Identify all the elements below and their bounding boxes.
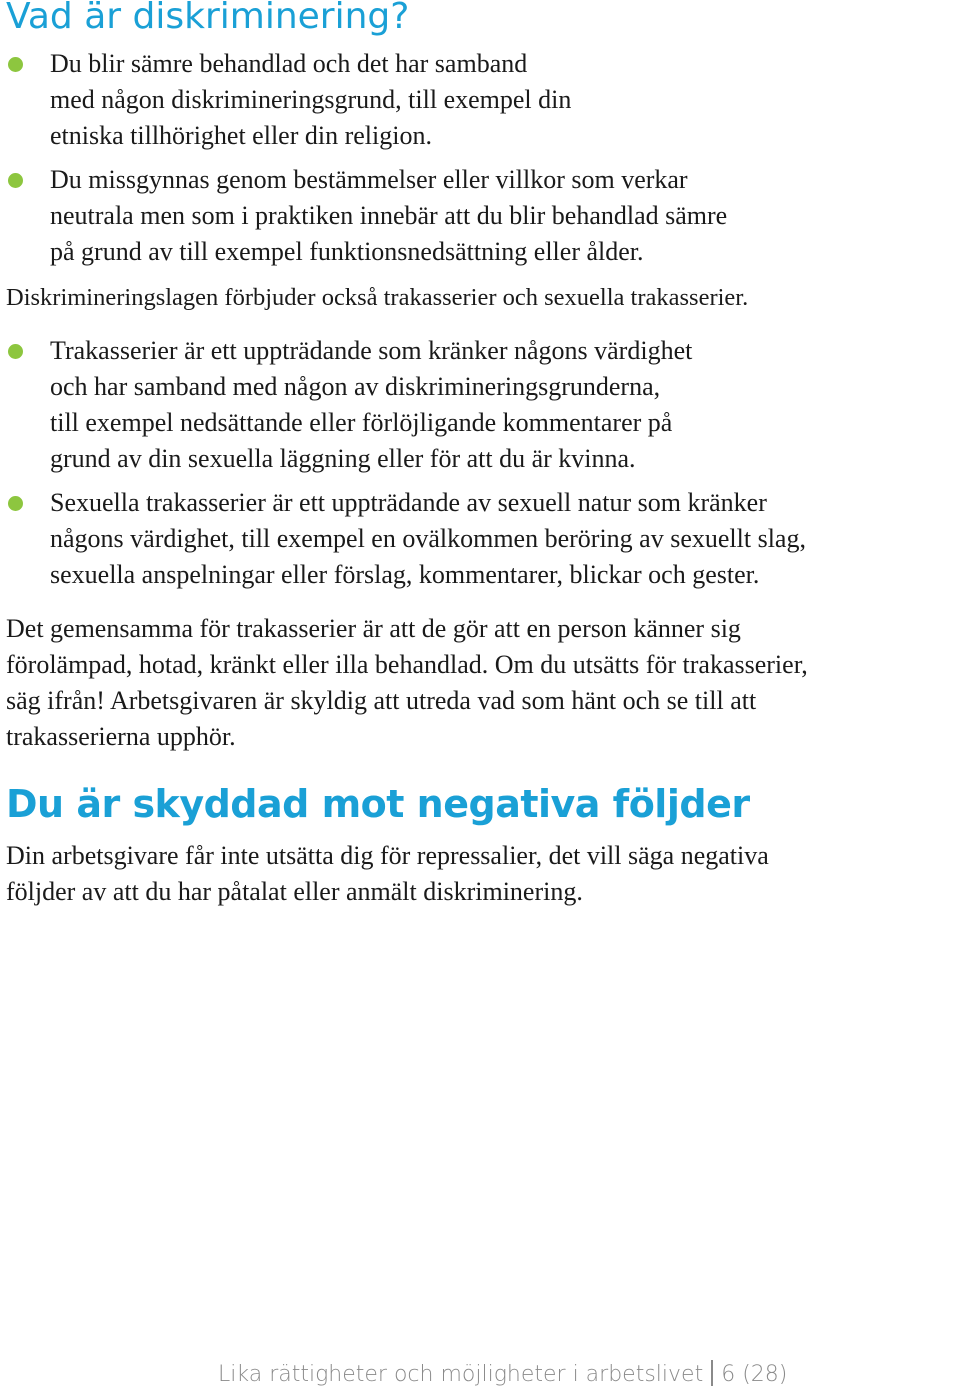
section-heading-discrimination: Vad är diskriminering? xyxy=(6,0,410,37)
list-item: Trakasserier är ett uppträdande som kränker någons värdighet och har samband med någon av diskrimineringsgrunderna, till exempel nedsättande eller förlöjligande kommentarer på grund av din sexuella läggning eller för att du är kvinna. xyxy=(0,333,806,477)
protection-paragraph: Din arbetsgivare får inte utsätta dig för repressalier, det vill säga negativa följder av att du har påtalat eller anmält diskriminering. xyxy=(6,841,769,906)
section-heading-protection: Du är skyddad mot negativa följder xyxy=(6,782,750,826)
definition-list xyxy=(0,46,727,270)
law-statement: Diskrimineringslagen förbjuder också trakasserier och sexuella trakasserier. xyxy=(6,284,749,311)
page-number: 6 (28) xyxy=(721,1362,788,1387)
list-item: Du missgynnas genom bestämmelser eller villkor som verkar neutrala men som i praktiken innebär att du blir behandlad sämre på grund av till exempel funktionsnedsättning eller ålder. xyxy=(0,162,727,270)
bullet-icon xyxy=(8,173,23,188)
harassment-list xyxy=(0,333,806,593)
bullet-icon xyxy=(8,57,23,72)
footer-title: Lika rättigheter och möjligheter i arbetslivet xyxy=(218,1362,704,1387)
page-footer xyxy=(218,1360,787,1387)
list-item: Sexuella trakasserier är ett uppträdande av sexuell natur som kränker någons värdighet, till exempel en ovälkommen beröring av sexuellt slag, sexuella anspelningar eller förslag, kommentarer, blickar och gester. xyxy=(0,485,806,593)
bullet-icon xyxy=(8,344,23,359)
footer-divider xyxy=(711,1360,713,1386)
bullet-icon xyxy=(8,496,23,511)
list-item: Du blir sämre behandlad och det har samband med någon diskrimineringsgrund, till exempel din etniska tillhörighet eller din religion. xyxy=(0,46,727,154)
closing-paragraph: Det gemensamma för trakasserier är att de gör att en person känner sig förolämpad, hotad, kränkt eller illa behandlad. Om du utsätts för trakasserier, säg ifrån! Arbetsgivaren är skyldig att utreda vad som hänt och se till att trakasserierna upphör. xyxy=(6,614,808,751)
